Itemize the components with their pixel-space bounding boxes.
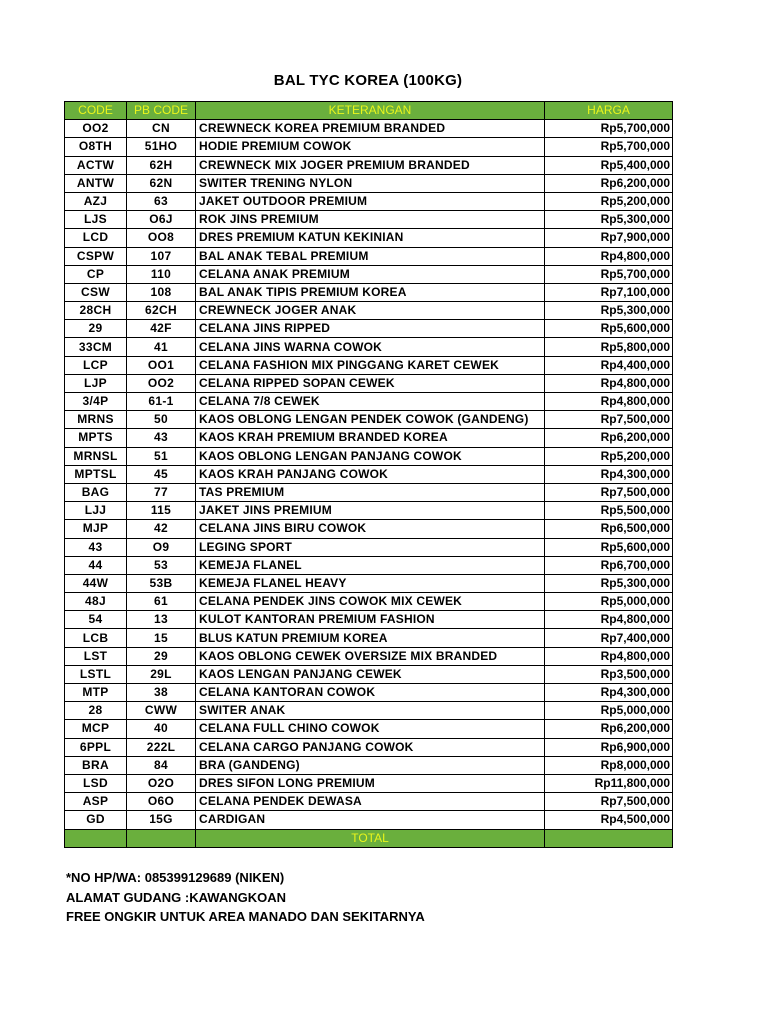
pb-code-cell: 29L xyxy=(127,665,196,683)
code-cell: MRNSL xyxy=(65,447,127,465)
code-cell: LSTL xyxy=(65,665,127,683)
pb-code-cell: 50 xyxy=(127,411,196,429)
code-cell: ACTW xyxy=(65,156,127,174)
harga-cell: Rp5,800,000 xyxy=(545,338,673,356)
header-row xyxy=(65,102,673,120)
keterangan-cell: KAOS KRAH PREMIUM BRANDED KOREA xyxy=(196,429,545,447)
table-row xyxy=(65,320,673,338)
document-title: BAL TYC KOREA (100KG) xyxy=(273,72,463,89)
harga-cell: Rp6,900,000 xyxy=(545,738,673,756)
keterangan-cell: KAOS KRAH PANJANG COWOK xyxy=(196,465,545,483)
table-row xyxy=(65,283,673,301)
harga-cell: Rp7,900,000 xyxy=(545,229,673,247)
table-row xyxy=(65,574,673,592)
keterangan-cell: CELANA JINS BIRU COWOK xyxy=(196,520,545,538)
pb-code-cell: 42F xyxy=(127,320,196,338)
pb-code-cell: 51HO xyxy=(127,138,196,156)
pb-code-cell: 62N xyxy=(127,174,196,192)
shipping-note: FREE ONGKIR UNTUK AREA MANADO DAN SEKITARNYA xyxy=(66,909,425,924)
harga-cell: Rp5,700,000 xyxy=(545,138,673,156)
harga-cell: Rp4,800,000 xyxy=(545,247,673,265)
keterangan-cell: CELANA RIPPED SOPAN CEWEK xyxy=(196,374,545,392)
table-row xyxy=(65,556,673,574)
harga-cell: Rp4,300,000 xyxy=(545,684,673,702)
pb-code-cell: OO1 xyxy=(127,356,196,374)
keterangan-cell: CELANA 7/8 CEWEK xyxy=(196,393,545,411)
table-row xyxy=(65,684,673,702)
code-cell: 44 xyxy=(65,556,127,574)
table-row xyxy=(65,702,673,720)
keterangan-cell: CELANA JINS WARNA COWOK xyxy=(196,338,545,356)
harga-cell: Rp7,400,000 xyxy=(545,629,673,647)
harga-cell: Rp5,500,000 xyxy=(545,502,673,520)
code-cell: MPTSL xyxy=(65,465,127,483)
harga-cell: Rp4,500,000 xyxy=(545,811,673,829)
harga-cell: Rp11,800,000 xyxy=(545,774,673,792)
code-cell: GD xyxy=(65,811,127,829)
harga-cell: Rp5,700,000 xyxy=(545,120,673,138)
table-row xyxy=(65,629,673,647)
table-row xyxy=(65,593,673,611)
pb-code-cell: 61 xyxy=(127,593,196,611)
harga-cell: Rp3,500,000 xyxy=(545,665,673,683)
table-row xyxy=(65,156,673,174)
code-cell: LJP xyxy=(65,374,127,392)
harga-cell: Rp5,700,000 xyxy=(545,265,673,283)
keterangan-cell: BAL ANAK TEBAL PREMIUM xyxy=(196,247,545,265)
pb-code-cell: 110 xyxy=(127,265,196,283)
code-cell: 3/4P xyxy=(65,393,127,411)
table-row xyxy=(65,247,673,265)
code-cell: BAG xyxy=(65,483,127,501)
code-cell: 29 xyxy=(65,320,127,338)
table-row xyxy=(65,811,673,829)
harga-cell: Rp5,200,000 xyxy=(545,447,673,465)
keterangan-cell: CELANA FASHION MIX PINGGANG KARET CEWEK xyxy=(196,356,545,374)
code-cell: AZJ xyxy=(65,192,127,210)
table-row xyxy=(65,338,673,356)
pb-code-cell: 107 xyxy=(127,247,196,265)
keterangan-cell: JAKET JINS PREMIUM xyxy=(196,502,545,520)
total-spacer-code xyxy=(65,829,127,847)
harga-cell: Rp7,500,000 xyxy=(545,483,673,501)
code-cell: 43 xyxy=(65,538,127,556)
code-cell: LCD xyxy=(65,229,127,247)
pb-code-cell: 38 xyxy=(127,684,196,702)
keterangan-cell: CREWNECK KOREA PREMIUM BRANDED xyxy=(196,120,545,138)
keterangan-cell: BLUS KATUN PREMIUM KOREA xyxy=(196,629,545,647)
table-row xyxy=(65,411,673,429)
code-cell: ASP xyxy=(65,793,127,811)
pb-code-cell: OO8 xyxy=(127,229,196,247)
table-row xyxy=(65,174,673,192)
harga-cell: Rp6,200,000 xyxy=(545,429,673,447)
code-cell: 33CM xyxy=(65,338,127,356)
code-cell: LCP xyxy=(65,356,127,374)
keterangan-cell: CELANA JINS RIPPED xyxy=(196,320,545,338)
harga-cell: Rp5,400,000 xyxy=(545,156,673,174)
table-row xyxy=(65,720,673,738)
pb-code-cell: O6O xyxy=(127,793,196,811)
pb-code-cell: 40 xyxy=(127,720,196,738)
harga-cell: Rp6,500,000 xyxy=(545,520,673,538)
table-row xyxy=(65,483,673,501)
pb-code-cell: OO2 xyxy=(127,374,196,392)
keterangan-cell: CELANA KANTORAN COWOK xyxy=(196,684,545,702)
code-cell: 28 xyxy=(65,702,127,720)
pb-code-cell: O6J xyxy=(127,211,196,229)
pb-code-cell: 51 xyxy=(127,447,196,465)
harga-cell: Rp6,200,000 xyxy=(545,174,673,192)
table-row xyxy=(65,138,673,156)
table-row xyxy=(65,393,673,411)
harga-cell: Rp7,500,000 xyxy=(545,411,673,429)
pb-code-cell: O2O xyxy=(127,774,196,792)
harga-cell: Rp5,300,000 xyxy=(545,302,673,320)
harga-cell: Rp5,000,000 xyxy=(545,593,673,611)
table-row xyxy=(65,774,673,792)
table-row xyxy=(65,738,673,756)
pb-code-cell: CWW xyxy=(127,702,196,720)
keterangan-cell: CELANA PENDEK DEWASA xyxy=(196,793,545,811)
keterangan-cell: CELANA CARGO PANJANG COWOK xyxy=(196,738,545,756)
table-row xyxy=(65,356,673,374)
pb-code-cell: 29 xyxy=(127,647,196,665)
price-table xyxy=(64,101,673,848)
code-cell: OO2 xyxy=(65,120,127,138)
harga-cell: Rp6,200,000 xyxy=(545,720,673,738)
keterangan-cell: CELANA ANAK PREMIUM xyxy=(196,265,545,283)
table-row xyxy=(65,465,673,483)
phone-note: *NO HP/WA: 085399129689 (NIKEN) xyxy=(66,870,285,885)
table-row xyxy=(65,793,673,811)
keterangan-cell: SWITER TRENING NYLON xyxy=(196,174,545,192)
table-row xyxy=(65,120,673,138)
harga-cell: Rp7,100,000 xyxy=(545,283,673,301)
code-cell: LJJ xyxy=(65,502,127,520)
code-cell: MJP xyxy=(65,520,127,538)
pb-code-cell: 222L xyxy=(127,738,196,756)
pb-code-cell: 62H xyxy=(127,156,196,174)
harga-cell: Rp5,600,000 xyxy=(545,538,673,556)
harga-cell: Rp4,800,000 xyxy=(545,393,673,411)
total-row xyxy=(65,829,673,847)
pb-code-cell: 61-1 xyxy=(127,393,196,411)
harga-cell: Rp7,500,000 xyxy=(545,793,673,811)
col-header-code: CODE xyxy=(65,102,127,120)
harga-cell: Rp4,800,000 xyxy=(545,647,673,665)
harga-cell: Rp4,800,000 xyxy=(545,611,673,629)
code-cell: ANTW xyxy=(65,174,127,192)
code-cell: BRA xyxy=(65,756,127,774)
keterangan-cell: CELANA PENDEK JINS COWOK MIX CEWEK xyxy=(196,593,545,611)
harga-cell: Rp5,300,000 xyxy=(545,211,673,229)
harga-cell: Rp5,000,000 xyxy=(545,702,673,720)
code-cell: 6PPL xyxy=(65,738,127,756)
pb-code-cell: 53 xyxy=(127,556,196,574)
code-cell: MRNS xyxy=(65,411,127,429)
table-row xyxy=(65,665,673,683)
keterangan-cell: HODIE PREMIUM COWOK xyxy=(196,138,545,156)
code-cell: CP xyxy=(65,265,127,283)
table-row xyxy=(65,265,673,283)
keterangan-cell: KULOT KANTORAN PREMIUM FASHION xyxy=(196,611,545,629)
table-row xyxy=(65,302,673,320)
keterangan-cell: DRES PREMIUM KATUN KEKINIAN xyxy=(196,229,545,247)
pb-code-cell: 15G xyxy=(127,811,196,829)
pb-code-cell: 41 xyxy=(127,338,196,356)
code-cell: 48J xyxy=(65,593,127,611)
pb-code-cell: 63 xyxy=(127,192,196,210)
table-row xyxy=(65,502,673,520)
harga-cell: Rp4,300,000 xyxy=(545,465,673,483)
code-cell: CSPW xyxy=(65,247,127,265)
harga-cell: Rp5,200,000 xyxy=(545,192,673,210)
keterangan-cell: SWITER ANAK xyxy=(196,702,545,720)
table-row xyxy=(65,538,673,556)
code-cell: O8TH xyxy=(65,138,127,156)
table-row xyxy=(65,211,673,229)
table-row xyxy=(65,374,673,392)
code-cell: LJS xyxy=(65,211,127,229)
table-row xyxy=(65,647,673,665)
harga-cell: Rp5,300,000 xyxy=(545,574,673,592)
code-cell: MPTS xyxy=(65,429,127,447)
pb-code-cell: 62CH xyxy=(127,302,196,320)
table-row xyxy=(65,447,673,465)
keterangan-cell: CREWNECK MIX JOGER PREMIUM BRANDED xyxy=(196,156,545,174)
total-spacer-pb xyxy=(127,829,196,847)
keterangan-cell: CELANA FULL CHINO COWOK xyxy=(196,720,545,738)
pb-code-cell: 13 xyxy=(127,611,196,629)
pb-code-cell: 45 xyxy=(127,465,196,483)
col-header-pb-code: PB CODE xyxy=(127,102,196,120)
code-cell: LSD xyxy=(65,774,127,792)
pb-code-cell: 84 xyxy=(127,756,196,774)
code-cell: 44W xyxy=(65,574,127,592)
table-body xyxy=(65,120,673,829)
keterangan-cell: ROK JINS PREMIUM xyxy=(196,211,545,229)
keterangan-cell: CREWNECK JOGER ANAK xyxy=(196,302,545,320)
pb-code-cell: 108 xyxy=(127,283,196,301)
table-row xyxy=(65,520,673,538)
code-cell: 28CH xyxy=(65,302,127,320)
total-value xyxy=(545,829,673,847)
harga-cell: Rp4,400,000 xyxy=(545,356,673,374)
keterangan-cell: KAOS OBLONG LENGAN PANJANG COWOK xyxy=(196,447,545,465)
keterangan-cell: CARDIGAN xyxy=(196,811,545,829)
harga-cell: Rp6,700,000 xyxy=(545,556,673,574)
pb-code-cell: 15 xyxy=(127,629,196,647)
code-cell: MCP xyxy=(65,720,127,738)
keterangan-cell: KEMEJA FLANEL HEAVY xyxy=(196,574,545,592)
keterangan-cell: KAOS LENGAN PANJANG CEWEK xyxy=(196,665,545,683)
address-note: ALAMAT GUDANG :KAWANGKOAN xyxy=(66,889,287,905)
pb-code-cell: CN xyxy=(127,120,196,138)
table-row xyxy=(65,229,673,247)
contact-notes xyxy=(66,868,425,927)
harga-cell: Rp5,600,000 xyxy=(545,320,673,338)
keterangan-cell: BAL ANAK TIPIS PREMIUM KOREA xyxy=(196,283,545,301)
keterangan-cell: BRA (GANDENG) xyxy=(196,756,545,774)
code-cell: MTP xyxy=(65,684,127,702)
keterangan-cell: LEGING SPORT xyxy=(196,538,545,556)
pb-code-cell: 42 xyxy=(127,520,196,538)
keterangan-cell: TAS PREMIUM xyxy=(196,483,545,501)
keterangan-cell: DRES SIFON LONG PREMIUM xyxy=(196,774,545,792)
keterangan-cell: KEMEJA FLANEL xyxy=(196,556,545,574)
pb-code-cell: 43 xyxy=(127,429,196,447)
code-cell: LCB xyxy=(65,629,127,647)
table-row xyxy=(65,192,673,210)
pb-code-cell: O9 xyxy=(127,538,196,556)
keterangan-cell: KAOS OBLONG LENGAN PENDEK COWOK (GANDENG) xyxy=(196,411,545,429)
keterangan-cell: KAOS OBLONG CEWEK OVERSIZE MIX BRANDED xyxy=(196,647,545,665)
keterangan-cell: JAKET OUTDOOR PREMIUM xyxy=(196,192,545,210)
code-cell: CSW xyxy=(65,283,127,301)
harga-cell: Rp4,800,000 xyxy=(545,374,673,392)
pb-code-cell: 115 xyxy=(127,502,196,520)
total-label: TOTAL xyxy=(196,829,545,847)
col-header-harga: HARGA xyxy=(545,102,673,120)
col-header-keterangan: KETERANGAN xyxy=(196,102,545,120)
harga-cell: Rp8,000,000 xyxy=(545,756,673,774)
code-cell: 54 xyxy=(65,611,127,629)
table-row xyxy=(65,429,673,447)
table-row xyxy=(65,756,673,774)
table-row xyxy=(65,611,673,629)
pb-code-cell: 77 xyxy=(127,483,196,501)
code-cell: LST xyxy=(65,647,127,665)
pb-code-cell: 53B xyxy=(127,574,196,592)
